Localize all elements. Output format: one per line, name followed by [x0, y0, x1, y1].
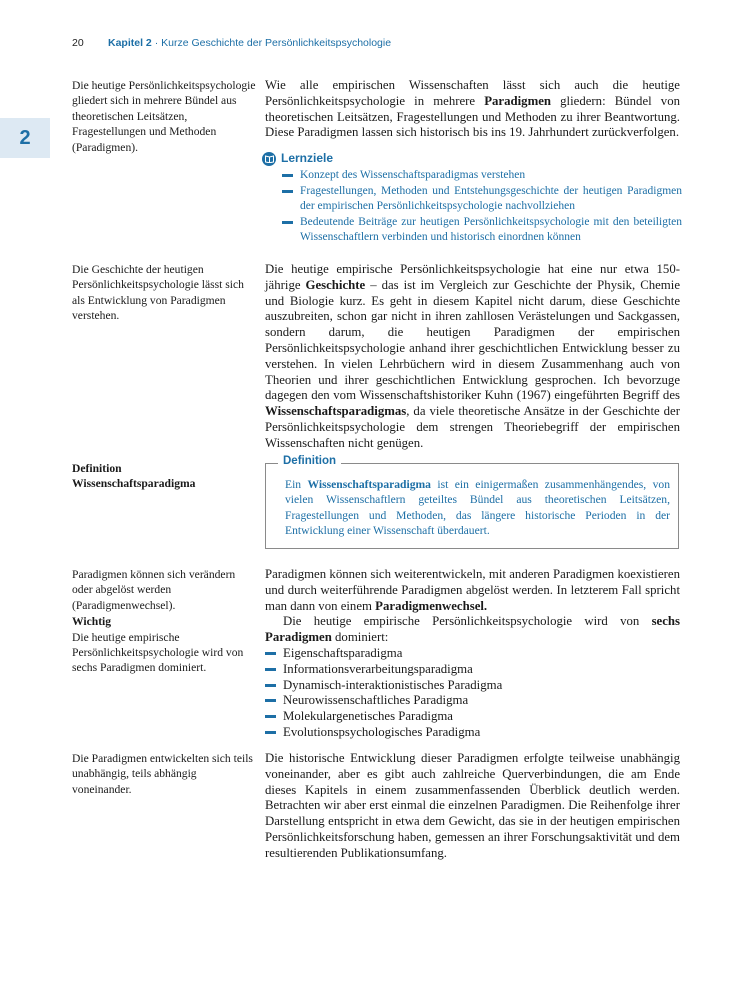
list-item-text: Evolutionspsychologisches Paradigma	[283, 724, 481, 739]
lernziele-box	[262, 151, 682, 245]
closing-paragraph	[265, 751, 680, 862]
paradigm-change-paragraph	[265, 567, 680, 741]
paradigm-list	[265, 646, 680, 741]
lernziele-heading	[262, 151, 682, 166]
history-paragraph	[265, 262, 680, 452]
intro-bold-term: Paradigmen	[484, 93, 552, 108]
paragraph-text: Die heutige empirische Persönlichkeitspsychologie wird von	[283, 614, 652, 629]
definition-box	[265, 455, 679, 549]
book-icon	[262, 152, 276, 166]
side-note-text: Die Geschichte der heutigen Persönlichkeitspsychologie lässt sich als Entwicklung von Paradigmen verstehen.	[72, 263, 244, 323]
intro-paragraph	[265, 78, 680, 141]
side-note-text: Die heutige Persönlichkeitspsychologie gliedert sich in mehrere Bündel aus theoretischen Leitsätzen, Fragestellungen und Methoden (Paradigmen).	[72, 79, 256, 154]
dash-bullet-icon	[265, 652, 276, 655]
definition-text-end: ist ein einigermaßen zusammenhängendes, von vielen Wissenschaftlern geteiltes Bündel aus theoretischen Leitsätzen, Fragestellungen und Methoden, das längere historische Perioden in der Entwicklung einer Wissenschaft überdauert.	[285, 478, 671, 538]
paragraph-text: Die historische Entwicklung dieser Paradigmen erfolgte teilweise unabhängig voneinander, aber es gibt auch zahlreiche Querverbindungen, die am Ende dieses Kapitels in einem zusammenfassenden Überblick deutlich werden. Betrachten wir aber erst einmal die einzelnen Paradigmen. Die Reihenfolge ihrer Darstellung entspricht in etwa dem Gewicht, das sie in der heutigen empirischen Persönlichkeitsforschung haben, gemessen an ihrer Forschungsaktivität und dem resultierenden Publikationsumfang.	[265, 751, 680, 860]
side-note-definition-term: Wissenschaftsparadigma	[72, 477, 196, 491]
dash-bullet-icon	[265, 684, 276, 687]
chapter-title: Kurze Geschichte der Persönlichkeitspsychologie	[161, 37, 392, 49]
side-note-paradigmen	[72, 78, 257, 155]
dash-bullet-icon	[265, 668, 276, 671]
intro-text-end: gliedern: Bündel von theoretischen Leitsätzen, Fragestellungen und Methoden zu ihrer Beantwortung. Diese Paradigmen lassen sich historisch bis ins 19. Jahrhundert zurückverfolgen.	[265, 93, 680, 140]
list-item-text: Dynamisch-interaktionistisches Paradigma	[283, 677, 503, 692]
intro-text: Wie alle empirischen Wissenschaften lässt sich auch die heutige Persönlichkeitspsychologie in mehrere	[265, 78, 680, 108]
list-item	[262, 184, 682, 215]
definition-text-start: Ein	[285, 478, 308, 491]
list-item	[265, 725, 680, 741]
list-item-text: Bedeutende Beiträge zur heutigen Persönlichkeitspsychologie mit den beteiligten Wissenschaftlern verbinden und historisch einordnen können	[300, 215, 682, 244]
definition-label: Definition	[278, 455, 341, 467]
lernziele-title: Lernziele	[281, 151, 334, 165]
chapter-label: Kapitel 2	[108, 37, 152, 49]
list-item	[262, 168, 682, 183]
lernziele-list	[262, 168, 682, 245]
side-note-text: Die heutige empirische Persönlichkeitspsychologie wird von sechs Paradigmen dominiert.	[72, 630, 244, 675]
running-header	[72, 36, 692, 50]
list-item	[265, 709, 680, 725]
side-note-definition-label: Definition	[72, 462, 122, 475]
dash-bullet-icon	[265, 715, 276, 718]
side-note-wichtig-label: Wichtig	[72, 615, 112, 629]
list-item	[265, 678, 680, 694]
paragraph-text: – das ist im Vergleich zur Geschichte der Physik, Chemie und Biologie kurz. Es geht in diesem Kapitel nicht darum, diese Geschichte auszubreiten, schon gar nicht in ihren zahllosen Verästelungen und Sackgassen, sondern darum, die heutigen Paradigmen der empirischen Persönlichkeitspsychologie anhand ihrer geschichtlichen Entwicklung besser zu verstehen. In vielen Lehrbüchern wird in diesem Zusammenhang auch von Theorien und ihrer geschichtlichen Entwicklung gesprochen. Ich bevorzuge dagegen den vom Wissenschaftshistoriker Kuhn (1967) eingeführten Begriff des	[265, 277, 681, 403]
side-note-paradigmenwechsel	[72, 567, 257, 676]
list-item	[265, 693, 680, 709]
paragraph-text: Paradigmen können sich weiterentwickeln, mit anderen Paradigmen koexistieren und durch weiterführende Paradigmen abgelöst werden. In letzterem Fall spricht man dann von einem	[265, 567, 680, 613]
dash-bullet-icon	[265, 699, 276, 702]
side-note-geschichte	[72, 262, 257, 324]
header-separator: ·	[154, 37, 159, 49]
list-item-text: Neurowissenschaftliches Paradigma	[283, 693, 469, 708]
side-note-text: Paradigmen können sich verändern oder abgelöst werden (Paradigmenwechsel).	[72, 568, 236, 612]
paragraph-text: , da viele theoretische Ansätze in der Geschichte der Persönlichkeitspsychologie dem strengen Theoriebegriff der empirischen Wissenschaften nicht genügen.	[265, 404, 680, 450]
paragraph-text: Die heutige empirische Persönlichkeitspsychologie hat eine nur etwa 150-jährige	[265, 262, 680, 292]
dash-bullet-icon	[282, 190, 293, 193]
page-number: 20	[72, 37, 84, 49]
list-item	[265, 662, 680, 678]
side-note-entwicklung	[72, 751, 257, 797]
list-item-text: Molekulargenetisches Paradigma	[283, 709, 453, 724]
list-item-text: Informationsverarbeitungsparadigma	[283, 661, 473, 676]
bold-term: Wissenschaftsparadigmas	[265, 404, 407, 419]
dash-bullet-icon	[282, 221, 293, 224]
dash-bullet-icon	[265, 731, 276, 734]
bold-term: Geschichte	[305, 277, 366, 292]
list-item-text: Eigenschaftsparadigma	[283, 645, 403, 660]
list-item	[262, 215, 682, 246]
bold-term: sechs Paradigmen	[265, 614, 680, 645]
dash-bullet-icon	[282, 174, 293, 177]
bold-term: Paradigmenwechsel.	[375, 598, 488, 613]
paragraph-text: dominiert:	[331, 630, 389, 645]
list-item	[265, 646, 680, 662]
list-item-text: Konzept des Wissenschaftsparadigmas verstehen	[300, 169, 526, 182]
side-note-text: Die Paradigmen entwickelten sich teils unabhängig, teils abhängig voneinander.	[72, 752, 253, 796]
definition-text	[285, 477, 670, 539]
chapter-tab: 2	[0, 118, 50, 158]
definition-term: Wissenschaftsparadigma	[307, 478, 431, 491]
list-item-text: Fragestellungen, Methoden und Entstehungsgeschichte der heutigen Paradigmen der empirischen Persönlichkeitspsychologie nachvollziehen	[300, 184, 682, 213]
side-note-definition	[72, 461, 257, 492]
